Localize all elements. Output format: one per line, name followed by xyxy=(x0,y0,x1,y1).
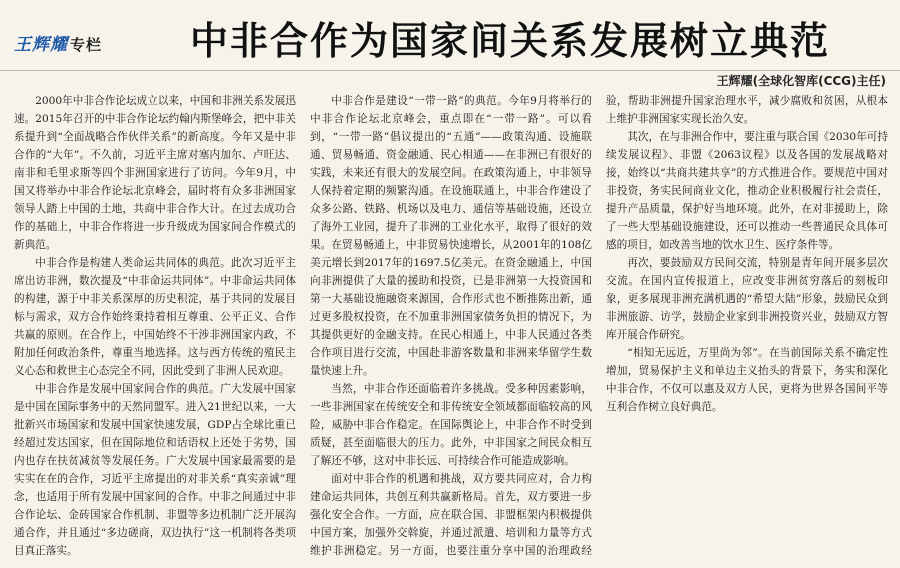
paragraph: 中非合作是发展中国家间合作的典范。广大发展中国家是中国在国际事务中的天然同盟军。进入21世纪以来，一大批新兴市场国家和发展中国家快速发展，GDP占全球比重已经超过发达国家，但在国际地位和话语权上还处于劣势，国内也存在扶贫减贫等发展任务。广大发展中国家最需要的是实实在在的合作，习近平主席提出的对非关系“真实亲诚”理念，也适用于所有发展中国家间的合作。中非之间通过中非合作论坛、金砖国家合作机制、非盟等多边机制广泛开展沟通合作，并且通过“多边磋商，双边执行”这一机制将各类项目真正落实。 xyxy=(14,383,296,557)
article-header xyxy=(0,0,900,71)
paragraph: “相知无远近，万里尚为邻”。在当前国际关系不确定性增加，贸易保护主义和单边主义抬头的背景下，务实和深化中非合作，不仅可以惠及双方人民，更将为世界各国间平等互利合作树立良好典范。 xyxy=(606,347,888,413)
article-body xyxy=(14,92,888,564)
column-name: 王辉耀 xyxy=(14,35,68,55)
column-suffix: 专栏 xyxy=(70,36,103,54)
paragraph: 面对中非合作的机遇和挑战，双方要共同应对，合力构建命运共同体，共创互利共赢新格局。首先，双方要进一步强化安全合作。一方面，应在联合国、非盟框架内积极提供中国方案，加强外交斡旋，并通过派遣、培训和力量等方式维护非洲稳定。另一方面，也要注重分享中国的治理政经验，帮助非洲提升国家治理水平，减少腐败和贫困，从根本上维护非洲国家实现长治久安。 xyxy=(310,95,888,557)
column-tag xyxy=(14,30,102,55)
paragraph: 中非合作是建设“一带一路”的典范。今年9月将举行的中非合作论坛北京峰会，重点即在“一带一路”。可以看到，“一带一路”倡议提出的“五通”——政策沟通、设施联通、贸易畅通、资金融通、民心相通——在非洲已有很好的实践，未来还有很大的发展空间。在政策沟通上，中非领导人保持着定期的频繁沟通。在设施联通上，中非合作建设了众多公路、铁路、机场以及电力、通信等基础设施，还设立了海外工业园，提升了非洲的工业化水平，取得了很好的效果。在贸易畅通上，中非贸易快速增长，从2001年的108亿美元增长到2017年的1697.5亿美元。在资金融通上，中国向非洲提供了大量的援助和投资，已是非洲第一大投资国和第一大基础设施融资来源国，合作形式也不断推陈出新，通过更多股权投资，在不加重非洲国家债务负担的情况下，为其提供更好的金融支持。在民心相通上，中非人民通过各类合作项目进行交流，中国赴非游客数量和非洲来华留学生数量快速上升。 xyxy=(310,95,592,377)
paragraph: 再次，要鼓励双方民间交流，特别是青年间开展多层次交流。在国内宣传报道上，应改变非洲贫穷落后的刻板印象，更多展现非洲充满机遇的“希望大陆”形象，鼓励民众到非洲旅游、访学，鼓励企业家到非洲投资兴业，鼓励双方智库开展合作研究。 xyxy=(606,257,888,341)
paragraph: 当然，中非合作还面临着许多挑战。受多种因素影响，一些非洲国家在传统安全和非传统安全领域都面临较高的风险，威胁中非合作稳定。在国际舆论上，中非合作不时受到质疑，甚至面临很大的压力。此外，中非国家之间民众相互了解还不够，这对中非长远、可持续合作可能造成影响。 xyxy=(310,383,592,467)
paragraph: 其次，在与非洲合作中，要注重与联合国《2030年可持续发展议程》、非盟《2063议程》以及各国的发展战略对接，始终以“共商共建共享”的方式推进合作。要规范中国对非投资，务实民间商业文化，推动企业积极履行社会责任，提升产品质量，保护好当地环境。此外，在对非援助上，除了一些大型基础设施建设，还可以推动一些普通民众具体可感的项目，如改善当地的饮水卫生、医疗条件等。 xyxy=(606,131,888,251)
paragraph: 2000年中非合作论坛成立以来，中国和非洲关系发展迅速。2015年召开的中非合作论坛约翰内斯堡峰会，把中非关系提升到“全面战略合作伙伴关系”的新高度。今年又是中非合作的“大年”。不久前，习近平主席对塞内加尔、卢旺达、南非和毛里求斯等四个非洲国家进行了访问。今年9月，中国又将举办中非合作论坛北京峰会，届时将有众多非洲国家领导人踏上中国的土地，共商中非合作大计。在过去成功合作的基础上，中非合作将进一步升级成为国家间合作模式的新典范。 xyxy=(14,95,296,251)
headline: 中非合作为国家间关系发展树立典范 xyxy=(190,19,831,63)
byline: 王辉耀(全球化智库(CCG)主任) xyxy=(716,74,886,88)
paragraph: 中非合作是构建人类命运共同体的典范。此次习近平主席出访非洲，数次提及“中非命运共同体”。中非命运共同体的构建，源于中非关系深厚的历史积淀，基于共同的发展目标与需求，双方合作始终秉持着相互尊重、公平正义、合作共赢的原则。在合作上，中国始终不干涉非洲国家内政，不附加任何政治条件，尊重当地选择。这与西方传统的殖民主义心态和救世主心态完全不同，因此受到了非洲人民欢迎。 xyxy=(14,257,296,377)
